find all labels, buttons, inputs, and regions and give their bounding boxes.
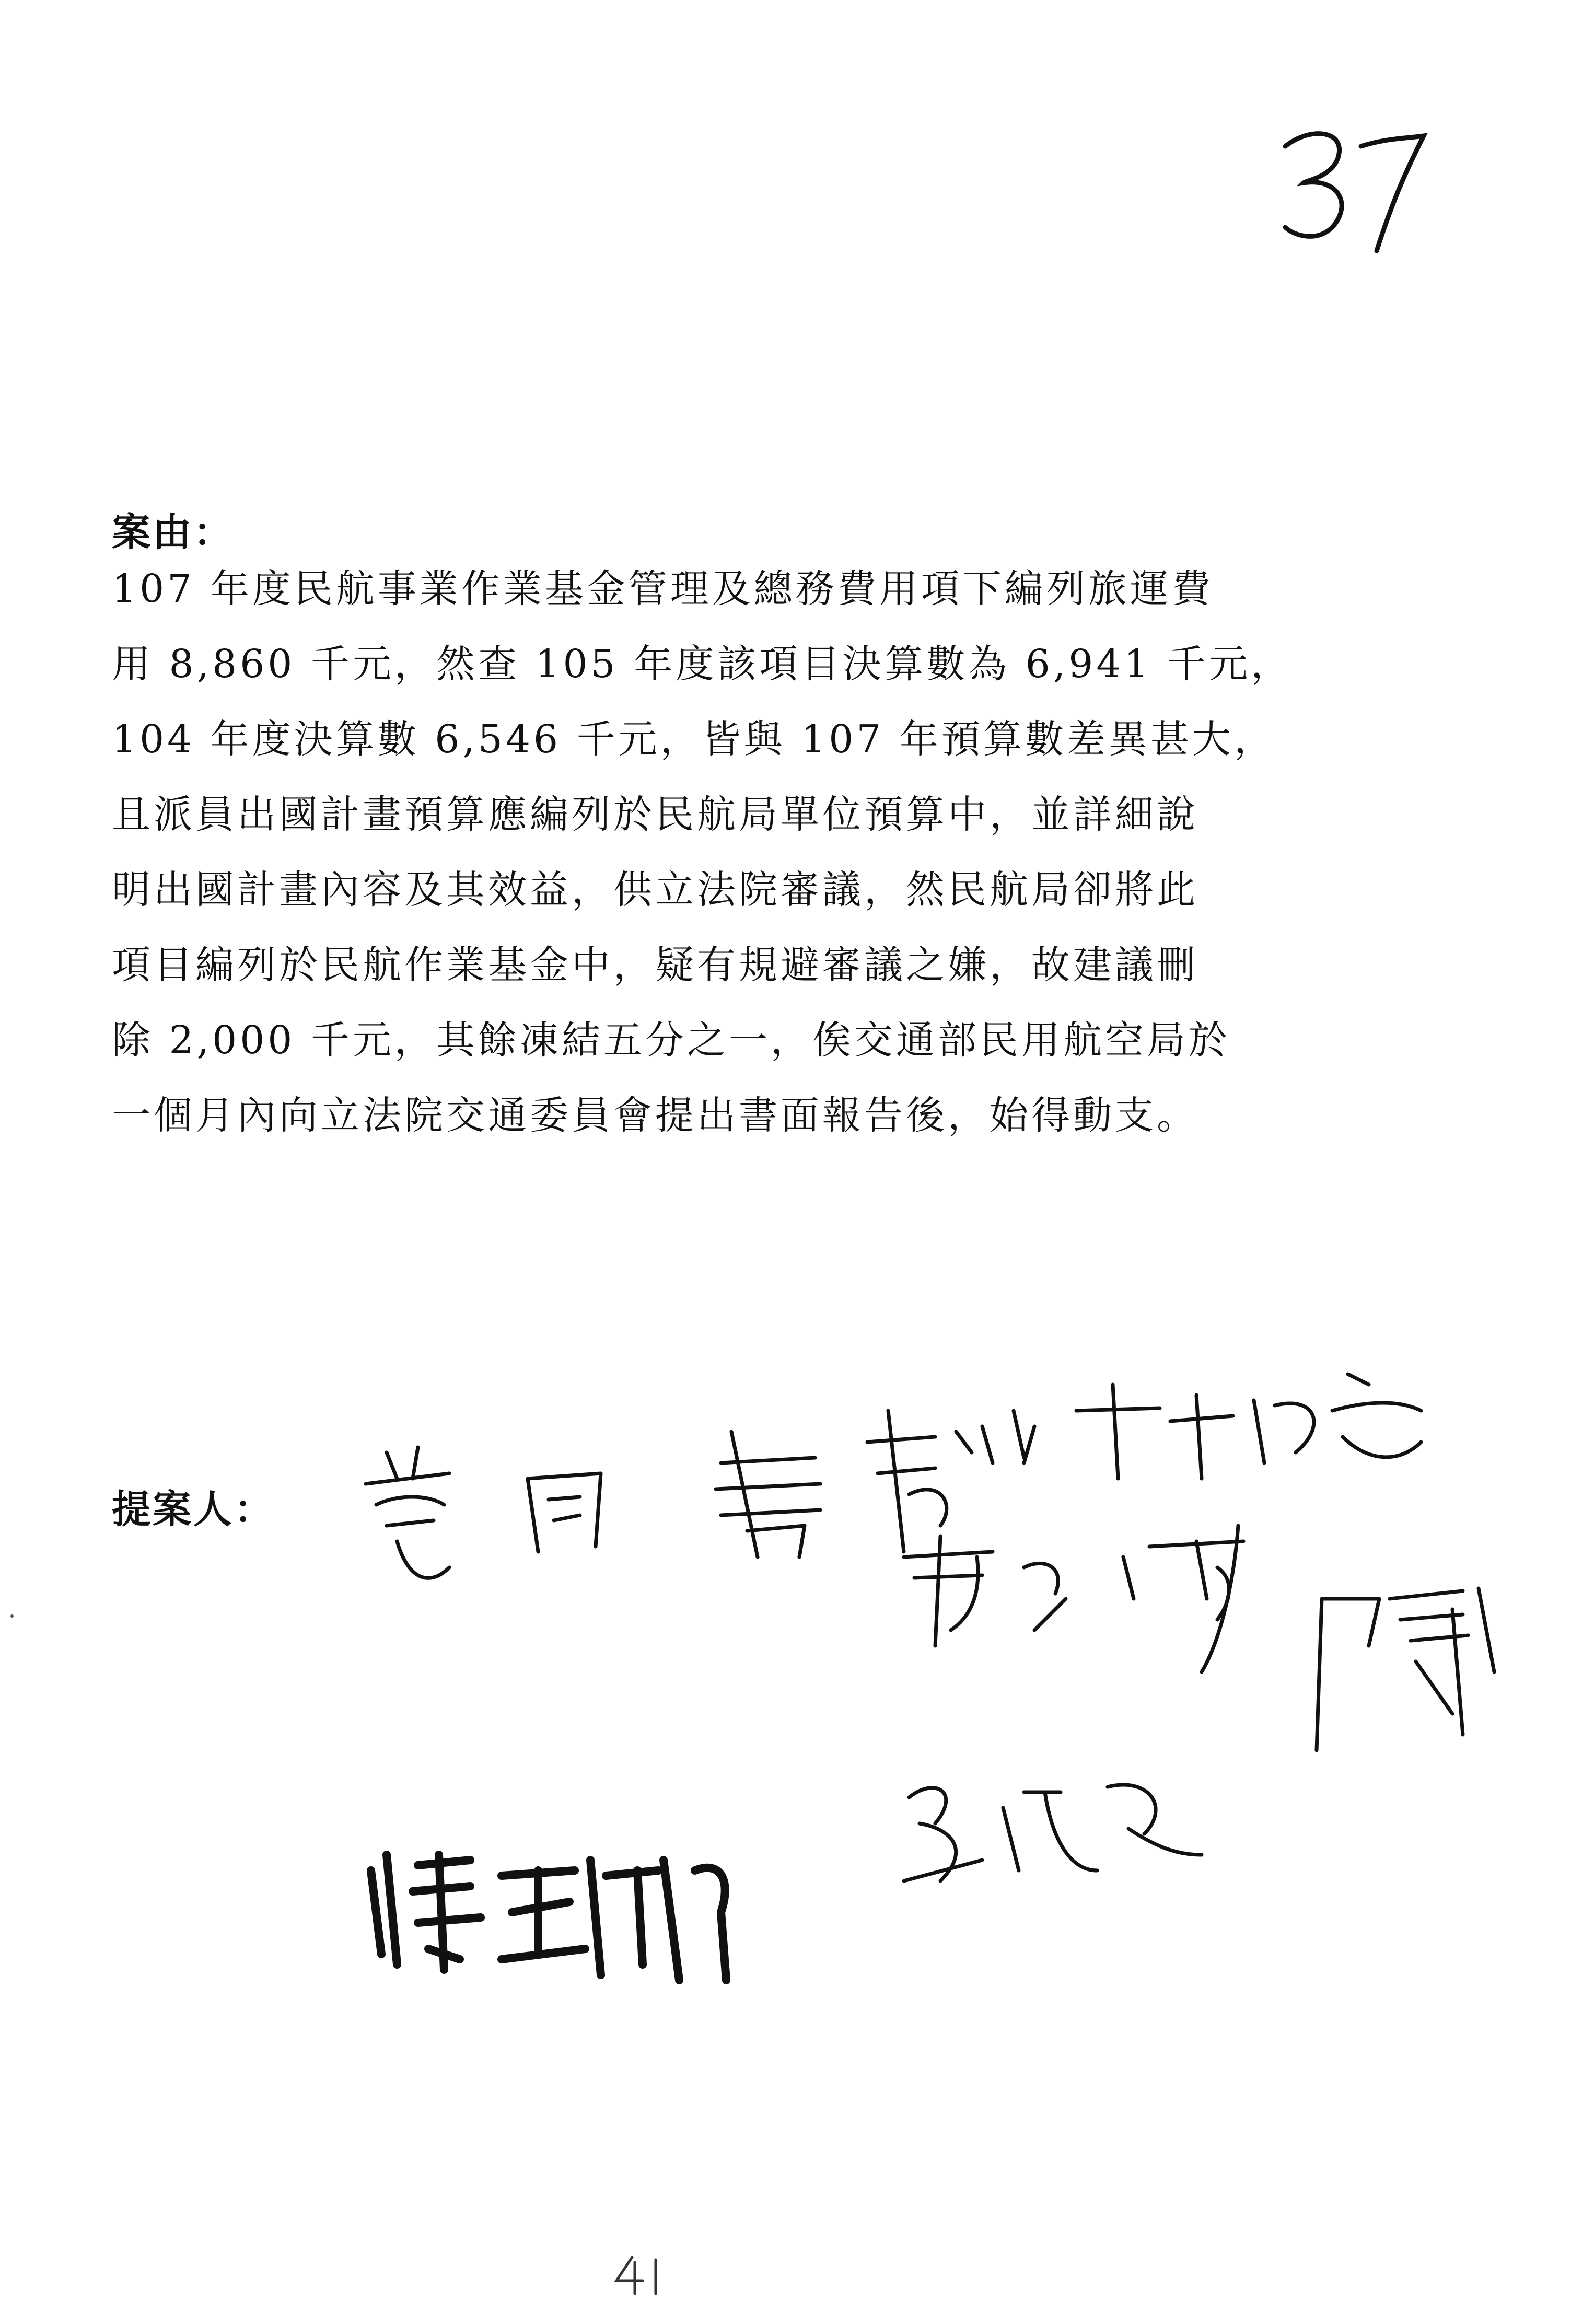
proposer-heading: 提案人：	[112, 1487, 275, 1532]
reason-heading: 案由：	[112, 510, 234, 555]
body-line: 項目編列於民航作業基金中，疑有規避審議之嫌，故建議刪	[112, 943, 1198, 987]
signatures	[0, 1306, 1571, 2012]
handwritten-page-number	[1275, 115, 1432, 272]
signature-1	[366, 1447, 449, 1578]
signature-5	[1076, 1374, 1421, 1479]
body-line: 明出國計畫內容及其效益，供立法院審議，然民航局卻將此	[112, 867, 1198, 912]
handwritten-footer-page-number	[611, 2252, 674, 2299]
handwritten-41-drawing	[611, 2252, 674, 2299]
signature-2	[528, 1473, 601, 1552]
signature-9	[371, 1855, 726, 1980]
body-line: 104 年度決算數 6,546 千元，皆與 107 年預算數差異甚大，	[112, 717, 1276, 762]
signature-drawings	[0, 1306, 1571, 2012]
signature-7	[1317, 1588, 1494, 1750]
signature-8	[904, 1785, 1202, 1881]
reason-body	[112, 551, 1376, 1153]
body-line: 用 8,860 千元，然查 105 年度該項目決算數為 6,941 千元，	[112, 642, 1293, 687]
handwritten-37-drawing	[1275, 115, 1432, 272]
scan-speck	[10, 1614, 14, 1618]
body-line: 107 年度民航事業作業基金管理及總務費用項下編列旅運費	[112, 566, 1214, 611]
signature-4	[867, 1411, 1034, 1552]
signature-3	[716, 1432, 820, 1557]
body-line: 除 2,000 千元，其餘凍結五分之一，俟交通部民用航空局於	[112, 1018, 1230, 1063]
signature-6	[904, 1526, 1243, 1672]
body-line: 且派員出國計畫預算應編列於民航局單位預算中，並詳細說	[112, 792, 1198, 837]
body-line: 一個月內向立法院交通委員會提出書面報告後，始得動支。	[112, 1093, 1198, 1138]
